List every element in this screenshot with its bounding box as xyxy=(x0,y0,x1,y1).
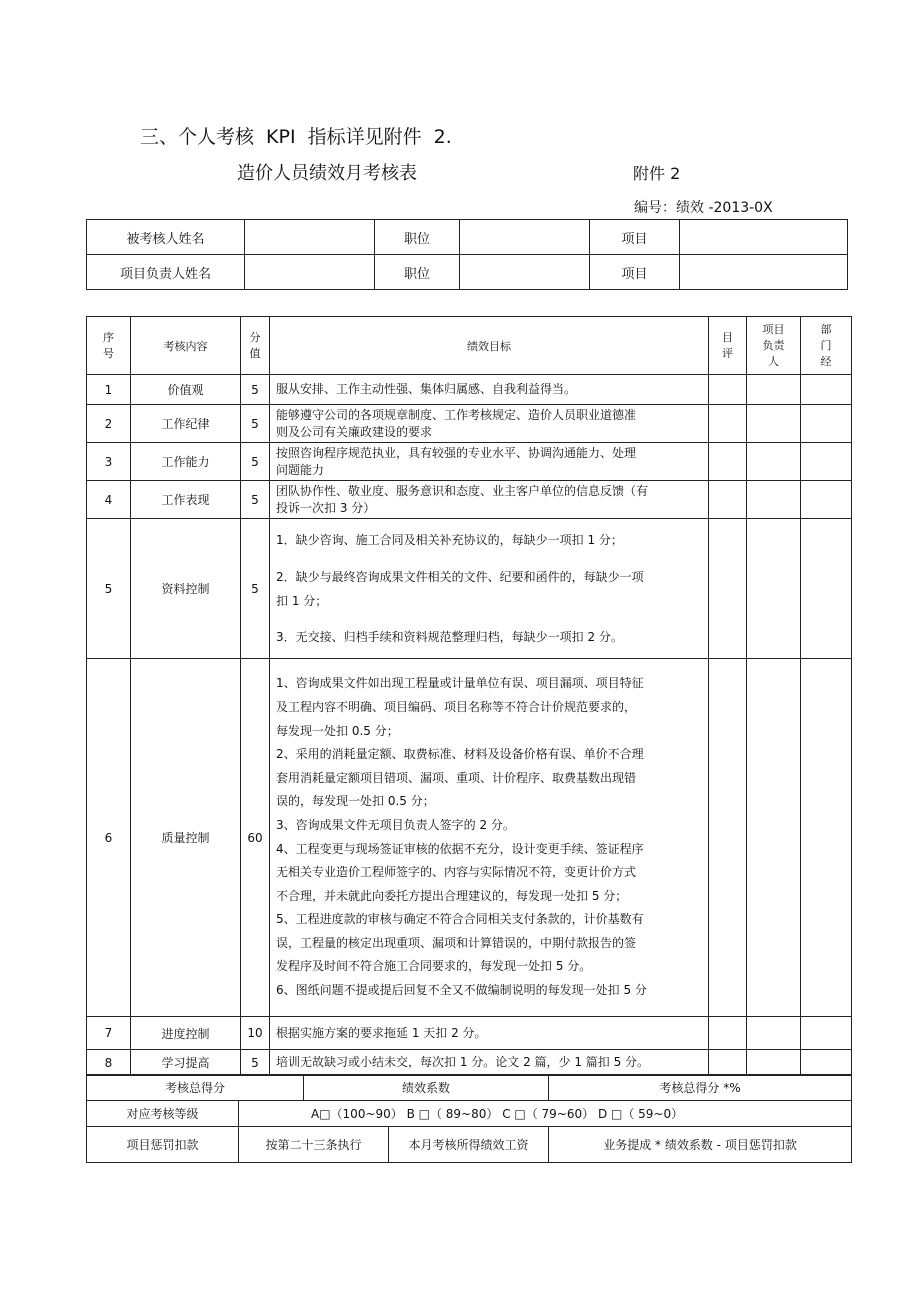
manager-name-field[interactable] xyxy=(245,255,375,290)
dept-eval-cell[interactable] xyxy=(801,481,852,519)
row-score: 10 xyxy=(241,1017,270,1050)
manager-name-label: 项目负责人姓名 xyxy=(87,255,245,290)
row-content: 进度控制 xyxy=(131,1017,241,1050)
row-number: 5 xyxy=(87,519,131,659)
row-content: 价值观 xyxy=(131,375,241,405)
row-number: 3 xyxy=(87,443,131,481)
penalty-label: 项目惩罚扣款 xyxy=(87,1127,239,1163)
row-score: 60 xyxy=(241,659,270,1017)
dept-eval-cell[interactable] xyxy=(801,519,852,659)
self-eval-cell[interactable] xyxy=(709,443,747,481)
table-row xyxy=(87,443,852,481)
header-content: 考核内容 xyxy=(131,317,241,375)
row-number: 1 xyxy=(87,375,131,405)
row-number: 8 xyxy=(87,1050,131,1076)
row-content: 工作能力 xyxy=(131,443,241,481)
dept-eval-cell[interactable] xyxy=(801,443,852,481)
table-row xyxy=(87,375,852,405)
attachment-label: 附件 2 xyxy=(633,164,681,183)
project-field[interactable] xyxy=(680,255,848,290)
project-label: 项目 xyxy=(590,220,680,255)
row-target: 按照咨询程序规范执业，具有较强的专业水平、协调沟通能力、处理 问题能力 xyxy=(270,443,709,481)
table-row xyxy=(87,405,852,443)
row-number: 4 xyxy=(87,481,131,519)
table-row xyxy=(87,1017,852,1050)
self-eval-cell[interactable] xyxy=(709,659,747,1017)
row-content: 学习提高 xyxy=(131,1050,241,1076)
row-number: 2 xyxy=(87,405,131,443)
kpi-header-row xyxy=(87,317,852,375)
project-field[interactable] xyxy=(680,220,848,255)
position-label: 职位 xyxy=(375,255,460,290)
penalty-rule: 按第二十三条执行 xyxy=(239,1127,389,1163)
header-self-eval: 目 评 xyxy=(709,317,747,375)
summary-row-grade xyxy=(87,1101,852,1127)
row-target: 培训无故缺习或小结未交，每次扣 1 分。论文 2 篇，少 1 篇扣 5 分。 xyxy=(270,1050,709,1076)
row-score: 5 xyxy=(241,519,270,659)
row-content: 质量控制 xyxy=(131,659,241,1017)
pm-eval-cell[interactable] xyxy=(747,481,801,519)
header-seq: 序 号 xyxy=(87,317,131,375)
self-eval-cell[interactable] xyxy=(709,519,747,659)
row-target: 团队协作性、敬业度、服务意识和态度、业主客户单位的信息反馈（有 投诉一次扣 3 分） xyxy=(270,481,709,519)
table-row xyxy=(87,481,852,519)
pm-eval-cell[interactable] xyxy=(747,375,801,405)
row-score: 5 xyxy=(241,375,270,405)
dept-eval-cell[interactable] xyxy=(801,659,852,1017)
table-row xyxy=(87,1050,852,1076)
salary-label: 本月考核所得绩效工资 xyxy=(389,1127,549,1163)
row-target: 1．缺少咨询、施工合同及相关补充协议的，每缺少一项扣 1 分； 2．缺少与最终咨询成果文件相关的文件、纪要和函件的，每缺少一项 扣 1 分； 3．无交接、归档手续和资料规范整理归档，每缺少一项扣 2 分。 xyxy=(270,519,709,659)
header-project-manager: 项目 负责 人 xyxy=(747,317,801,375)
pm-eval-cell[interactable] xyxy=(747,405,801,443)
coefficient-label: 绩效系数 xyxy=(304,1075,549,1101)
table-row xyxy=(87,519,852,659)
form-title: 造价人员绩效月考核表 xyxy=(237,163,417,184)
position-field[interactable] xyxy=(460,255,590,290)
dept-eval-cell[interactable] xyxy=(801,1050,852,1076)
header-score: 分 值 xyxy=(241,317,270,375)
summary-table xyxy=(86,1074,852,1163)
dept-eval-cell[interactable] xyxy=(801,375,852,405)
pm-eval-cell[interactable] xyxy=(747,1017,801,1050)
row-target: 能够遵守公司的各项规章制度、工作考核规定、造价人员职业道德准 则及公司有关廉政建设的要求 xyxy=(270,405,709,443)
row-score: 5 xyxy=(241,481,270,519)
total-formula: 考核总得分 *% xyxy=(549,1075,852,1101)
row-content: 工作表现 xyxy=(131,481,241,519)
assessee-name-field[interactable] xyxy=(245,220,375,255)
section-heading: 三、个人考核 KPI 指标详见附件 2. xyxy=(140,126,452,148)
self-eval-cell[interactable] xyxy=(709,405,747,443)
row-score: 5 xyxy=(241,405,270,443)
info-row-manager xyxy=(87,255,848,290)
self-eval-cell[interactable] xyxy=(709,1017,747,1050)
row-content: 工作纪律 xyxy=(131,405,241,443)
table-row xyxy=(87,659,852,1017)
project-label: 项目 xyxy=(590,255,680,290)
grade-label: 对应考核等级 xyxy=(87,1101,239,1127)
pm-eval-cell[interactable] xyxy=(747,659,801,1017)
info-table xyxy=(86,219,848,290)
row-number: 6 xyxy=(87,659,131,1017)
row-target: 1、咨询成果文件如出现工程量或计量单位有误、项目漏项、项目特征 及工程内容不明确、项目编码、项目名称等不符合计价规范要求的， 每发现一处扣 0.5 分； 2、采用的消耗量定额、取费标准、材料及设备价格有误、单价不合理 套用消耗量定额项目错项、漏项、重项、计价程序、取费基数出现错 误的，每发现一处扣 0.5 分； 3、咨询成果文件无项目负责人签字的 2 分。 4、工程变更与现场签证审核的依据不充分，设计变更手续、签证程序 无相关专业造价工程师签字的、内容与实际情况不符，变更计价方式 不合理，并未就此向委托方提出合理建议的，每发现一处扣 5 分； 5、工程进度款的审核与确定不符合合同相关支付条款的，计价基数有 误，工程量的核定出现重项、漏项和计算错误的，中期付款报告的签 发程序及时间不符合施工合同要求的，每发现一处扣 5 分。 6、图纸问题不提或提后回复不全又不做编制说明的每发现一处扣 5 分 xyxy=(270,659,709,1017)
pm-eval-cell[interactable] xyxy=(747,519,801,659)
position-field[interactable] xyxy=(460,220,590,255)
header-dept-manager: 部 门 经 xyxy=(801,317,852,375)
row-content: 资料控制 xyxy=(131,519,241,659)
row-target: 服从安排、工作主动性强、集体归属感、自我利益得当。 xyxy=(270,375,709,405)
info-row-assessee xyxy=(87,220,848,255)
self-eval-cell[interactable] xyxy=(709,375,747,405)
pm-eval-cell[interactable] xyxy=(747,443,801,481)
header-target: 绩效目标 xyxy=(270,317,709,375)
row-score: 5 xyxy=(241,443,270,481)
salary-formula: 业务提成 * 绩效系数 - 项目惩罚扣款 xyxy=(549,1127,852,1163)
position-label: 职位 xyxy=(375,220,460,255)
self-eval-cell[interactable] xyxy=(709,481,747,519)
row-score: 5 xyxy=(241,1050,270,1076)
summary-row-penalty xyxy=(87,1127,852,1163)
form-code: 编号：绩效 -2013-0X xyxy=(634,200,773,216)
grade-options[interactable]: A□（100~90） B □（ 89~80） C □（ 79~60） D □（ 59~0） xyxy=(239,1101,852,1127)
dept-eval-cell[interactable] xyxy=(801,405,852,443)
pm-eval-cell[interactable] xyxy=(747,1050,801,1076)
row-target: 根据实施方案的要求拖延 1 天扣 2 分。 xyxy=(270,1017,709,1050)
kpi-table xyxy=(86,316,852,1076)
row-number: 7 xyxy=(87,1017,131,1050)
total-score-label: 考核总得分 xyxy=(87,1075,304,1101)
assessee-name-label: 被考核人姓名 xyxy=(87,220,245,255)
self-eval-cell[interactable] xyxy=(709,1050,747,1076)
summary-row-total xyxy=(87,1075,852,1101)
dept-eval-cell[interactable] xyxy=(801,1017,852,1050)
